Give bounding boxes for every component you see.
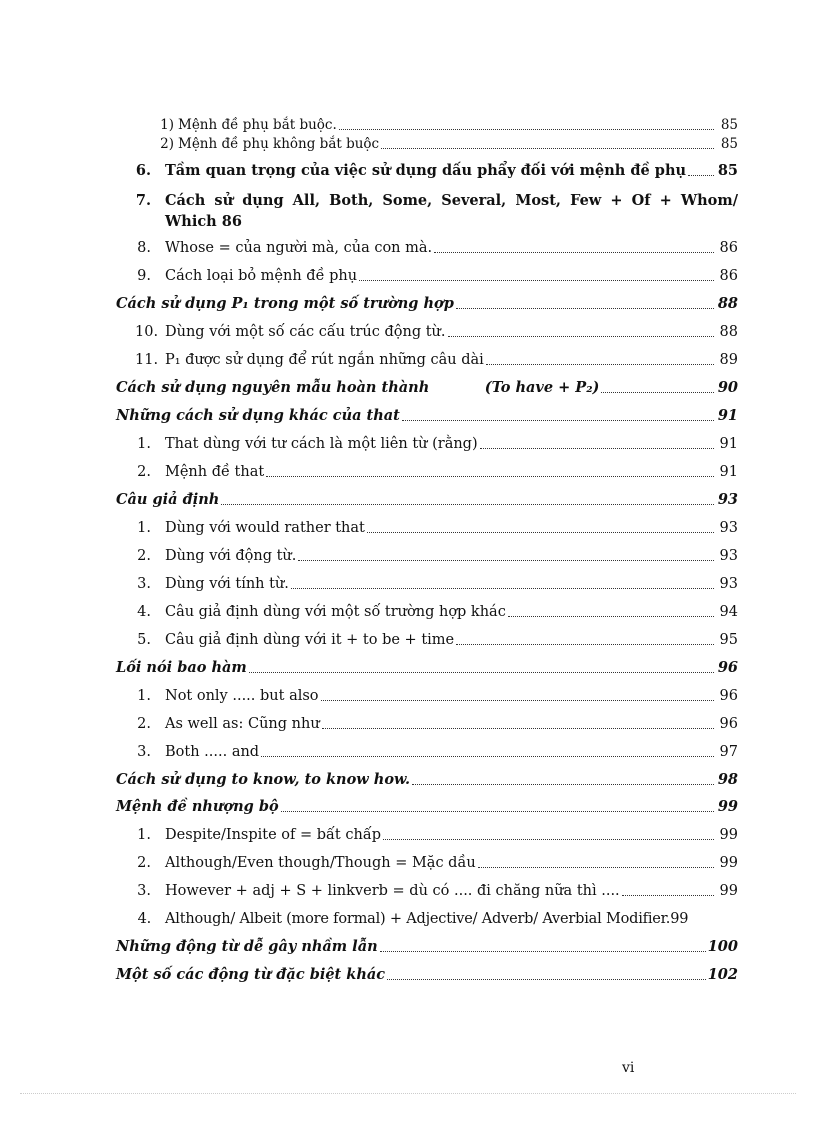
entry-title: P₁ được sử dụng để rút ngắn những câu dài	[165, 352, 484, 368]
entry-title: Dùng với một số các cấu trúc động từ.	[165, 324, 446, 340]
section-title: Lối nói bao hàm	[116, 659, 247, 676]
toc-entry	[135, 882, 738, 900]
toc-entry	[135, 162, 738, 180]
entry-number: 4.	[137, 911, 151, 927]
toc-entry	[135, 715, 738, 733]
dot-leader	[381, 148, 714, 149]
entry-title: Mệnh đề that	[165, 464, 265, 480]
entry-page: 99	[670, 911, 689, 927]
dot-leader	[249, 672, 714, 673]
entry-number: 1)	[160, 117, 174, 133]
entry-number: 4.	[137, 604, 151, 620]
page-number: vi	[622, 1060, 635, 1076]
dot-leader	[261, 756, 714, 757]
entry-title: Despite/Inspite of = bất chấp	[165, 827, 381, 843]
dot-leader	[221, 504, 714, 505]
section-page: 100	[707, 938, 738, 955]
toc-section	[116, 798, 738, 816]
entry-title: Tầm quan trọng của việc sử dụng dấu phẩy đối với mệnh đề phụ	[165, 162, 687, 179]
entry-page: 99	[719, 883, 738, 899]
section-title: Cách sử dụng to know, to know how.	[116, 771, 411, 788]
entry-number: 2.	[137, 464, 151, 480]
entry-page: 86	[719, 268, 738, 284]
entry-number: 1.	[137, 827, 151, 843]
entry-page: 93	[719, 576, 738, 592]
toc-entry	[135, 267, 738, 285]
dot-leader	[434, 252, 714, 253]
toc-entry	[135, 631, 738, 649]
toc-entry	[135, 687, 738, 705]
entry-number: 2)	[160, 136, 174, 152]
entry-page: 85	[717, 162, 738, 179]
entry-title: Mệnh đề phụ bắt buộc.	[178, 117, 337, 133]
dot-leader	[266, 476, 714, 477]
entry-title: Cách sử dụng All, Both, Some, Several, Most, Few + Of + Whom/ Which 86	[165, 192, 738, 230]
entry-number: 7.	[135, 192, 151, 209]
entry-page: 95	[719, 632, 738, 648]
entry-title: Both ..... and	[165, 744, 260, 760]
dot-leader	[281, 811, 714, 812]
entry-title: Not only ..... but also	[165, 688, 319, 704]
dot-leader	[339, 129, 714, 130]
entry-title: Although/ Albeit (more formal) + Adjective/ Adverb/ Averbial Modifier.	[165, 911, 671, 927]
toc-entry	[135, 435, 738, 453]
section-title: Những cách sử dụng khác của that	[116, 407, 400, 424]
section-page: 93	[717, 491, 738, 508]
dot-leader	[380, 951, 706, 952]
dot-leader	[622, 895, 714, 896]
entry-number: 3.	[137, 744, 151, 760]
toc-entry	[135, 826, 738, 844]
toc-entry	[152, 116, 738, 134]
dot-leader	[456, 644, 714, 645]
entry-page: 85	[720, 136, 738, 152]
entry-page: 86	[719, 240, 738, 256]
entry-page: 85	[720, 117, 738, 133]
toc-section	[116, 379, 738, 397]
entry-number: 9.	[137, 268, 151, 284]
entry-number: 1.	[137, 688, 151, 704]
section-page: 99	[717, 798, 738, 815]
dot-leader	[383, 839, 714, 840]
entry-page: 99	[719, 827, 738, 843]
dot-leader	[508, 616, 714, 617]
entry-title: However + adj + S + linkverb = dù có .... đi chăng nữa thì ....	[165, 883, 620, 899]
entry-title: That dùng với tư cách là một liên từ (rằng)	[165, 436, 478, 452]
entry-number: 3.	[137, 883, 151, 899]
entry-title: Câu giả định dùng với it + to be + time	[165, 632, 455, 648]
dot-leader	[456, 308, 714, 309]
entry-title: Dùng với tính từ.	[165, 576, 289, 592]
toc-entry	[135, 351, 738, 369]
dot-leader	[387, 979, 706, 980]
page-edge-divider	[20, 1093, 796, 1094]
entry-page: 93	[719, 548, 738, 564]
entry-number: 10.	[135, 324, 159, 340]
entry-title: Mệnh đề phụ không bắt buộc	[178, 136, 380, 152]
dot-leader	[601, 392, 714, 393]
entry-title: Dùng với would rather that	[165, 520, 365, 536]
entry-title: Although/Even though/Though = Mặc dầu	[165, 855, 476, 871]
section-page: 91	[717, 407, 738, 424]
toc-section	[116, 938, 738, 956]
section-title: Mệnh đề nhượng bộ	[116, 798, 279, 815]
dot-leader	[688, 175, 714, 176]
entry-number: 11.	[135, 352, 159, 368]
toc-entry	[152, 135, 738, 153]
section-title: Câu giả định	[116, 491, 220, 508]
toc-entry	[135, 854, 738, 872]
entry-title: Whose = của người mà, của con mà.	[165, 240, 433, 256]
entry-page: 91	[719, 464, 738, 480]
toc-section	[116, 659, 738, 677]
entry-title: Dùng với động từ.	[165, 548, 297, 564]
section-page: 96	[717, 659, 738, 676]
entry-page: 94	[719, 604, 738, 620]
dot-leader	[367, 532, 714, 533]
toc-section	[116, 771, 738, 789]
section-title: Cách sử dụng nguyên mẫu hoàn thành (To have + P₂)	[116, 379, 600, 396]
entry-page: 91	[719, 436, 738, 452]
toc-entry	[135, 547, 738, 565]
dot-leader	[298, 560, 714, 561]
dot-leader	[478, 867, 714, 868]
toc-entry	[135, 743, 738, 761]
entry-page: 96	[719, 688, 738, 704]
toc-entry	[135, 603, 738, 621]
section-page: 90	[717, 379, 738, 396]
toc-entry	[135, 519, 738, 537]
entry-number: 1.	[137, 520, 151, 536]
dot-leader	[359, 280, 714, 281]
section-page: 102	[707, 966, 738, 983]
entry-page: 93	[719, 520, 738, 536]
toc-section	[116, 407, 738, 425]
section-title: Những động từ dễ gây nhầm lẫn	[116, 938, 378, 955]
toc-section	[116, 966, 738, 984]
entry-number: 2.	[137, 716, 151, 732]
dot-leader	[322, 728, 714, 729]
toc-entry	[135, 239, 738, 257]
toc-entry	[135, 463, 738, 481]
entry-page: 99	[719, 855, 738, 871]
toc-entry	[135, 575, 738, 593]
entry-page: 88	[719, 324, 738, 340]
entry-page: 96	[719, 716, 738, 732]
toc-entry	[135, 910, 738, 928]
entry-number: 5.	[137, 632, 151, 648]
entry-number: 6.	[135, 162, 151, 179]
toc-section	[116, 295, 738, 313]
section-page: 98	[717, 771, 738, 788]
entry-number: 3.	[137, 576, 151, 592]
entry-number: 2.	[137, 548, 151, 564]
toc-entry	[135, 190, 738, 232]
toc-section	[116, 491, 738, 509]
entry-title: As well as: Cũng như	[165, 716, 320, 732]
entry-number: 2.	[137, 855, 151, 871]
dot-leader	[291, 588, 714, 589]
entry-title: Câu giả định dùng với một số trường hợp khác	[165, 604, 506, 620]
section-page: 88	[717, 295, 738, 312]
dot-leader	[321, 700, 714, 701]
entry-page: 89	[719, 352, 738, 368]
toc-entry	[135, 323, 738, 341]
dot-leader	[412, 784, 714, 785]
entry-number: 8.	[137, 240, 151, 256]
entry-number: 1.	[137, 436, 151, 452]
section-title: Một số các động từ đặc biệt khác	[116, 966, 386, 983]
dot-leader	[448, 336, 715, 337]
entry-page: 97	[719, 744, 738, 760]
dot-leader	[402, 420, 714, 421]
entry-title: Cách loại bỏ mệnh đề phụ	[165, 268, 358, 284]
dot-leader	[486, 364, 714, 365]
section-title: Cách sử dụng P₁ trong một số trường hợp	[116, 295, 454, 312]
dot-leader	[480, 448, 714, 449]
